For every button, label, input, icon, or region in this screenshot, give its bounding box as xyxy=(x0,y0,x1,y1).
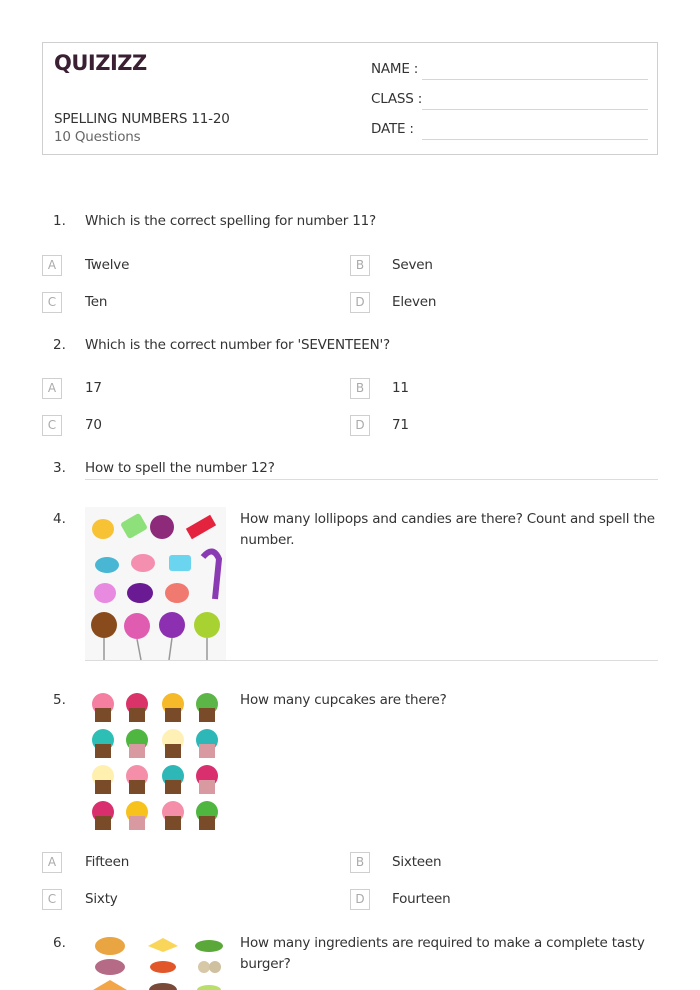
option-c-label[interactable]: Ten xyxy=(85,294,108,310)
question-text: Which is the correct spelling for number 11? xyxy=(85,213,376,229)
option-d-label[interactable]: Eleven xyxy=(392,294,437,310)
class-label: CLASS : xyxy=(371,91,423,107)
question-number: 1. xyxy=(53,213,66,229)
option-a-box[interactable]: A xyxy=(42,255,62,276)
quiz-title: SPELLING NUMBERS 11-20 xyxy=(54,111,230,127)
question-number: 3. xyxy=(53,460,66,476)
option-d-box[interactable]: D xyxy=(350,415,370,436)
option-c-box[interactable]: C xyxy=(42,889,62,910)
date-input-line[interactable] xyxy=(422,139,648,140)
answer-line[interactable] xyxy=(85,479,658,480)
name-input-line[interactable] xyxy=(422,79,648,80)
option-c-label[interactable]: Sixty xyxy=(85,891,118,907)
option-d-label[interactable]: 71 xyxy=(392,417,409,433)
question-text: Which is the correct number for 'SEVENTEEN'? xyxy=(85,337,390,353)
cupcakes-image xyxy=(85,688,226,832)
question-number: 5. xyxy=(53,692,66,708)
question-number: 2. xyxy=(53,337,66,353)
option-a-label[interactable]: Twelve xyxy=(85,257,130,273)
worksheet-header xyxy=(42,42,658,155)
question-count: 10 Questions xyxy=(54,129,141,145)
class-input-line[interactable] xyxy=(422,109,648,110)
date-label: DATE : xyxy=(371,121,414,137)
option-a-box[interactable]: A xyxy=(42,378,62,399)
name-label: NAME : xyxy=(371,61,419,77)
option-a-label[interactable]: Fifteen xyxy=(85,854,130,870)
candies-lollipops-image xyxy=(85,507,226,660)
question-number: 4. xyxy=(53,511,66,527)
quizizz-logo: QUIZIZZ xyxy=(54,51,147,75)
burger-ingredients-image xyxy=(85,930,226,990)
option-b-box[interactable]: B xyxy=(350,852,370,873)
option-c-label[interactable]: 70 xyxy=(85,417,102,433)
option-d-box[interactable]: D xyxy=(350,889,370,910)
option-b-box[interactable]: B xyxy=(350,378,370,399)
option-b-label[interactable]: 11 xyxy=(392,380,409,396)
option-b-label[interactable]: Seven xyxy=(392,257,433,273)
question-text: How many ingredients are required to make a complete tasty burger? xyxy=(240,935,645,972)
option-d-box[interactable]: D xyxy=(350,292,370,313)
option-c-box[interactable]: C xyxy=(42,415,62,436)
option-b-box[interactable]: B xyxy=(350,255,370,276)
question-text: How to spell the number 12? xyxy=(85,460,275,476)
answer-line[interactable] xyxy=(85,660,658,661)
question-text: How many lollipops and candies are there? Count and spell the number. xyxy=(240,511,655,548)
question-text: How many cupcakes are there? xyxy=(240,692,447,708)
option-c-box[interactable]: C xyxy=(42,292,62,313)
option-a-box[interactable]: A xyxy=(42,852,62,873)
option-b-label[interactable]: Sixteen xyxy=(392,854,442,870)
option-a-label[interactable]: 17 xyxy=(85,380,102,396)
option-d-label[interactable]: Fourteen xyxy=(392,891,451,907)
question-number: 6. xyxy=(53,935,66,951)
